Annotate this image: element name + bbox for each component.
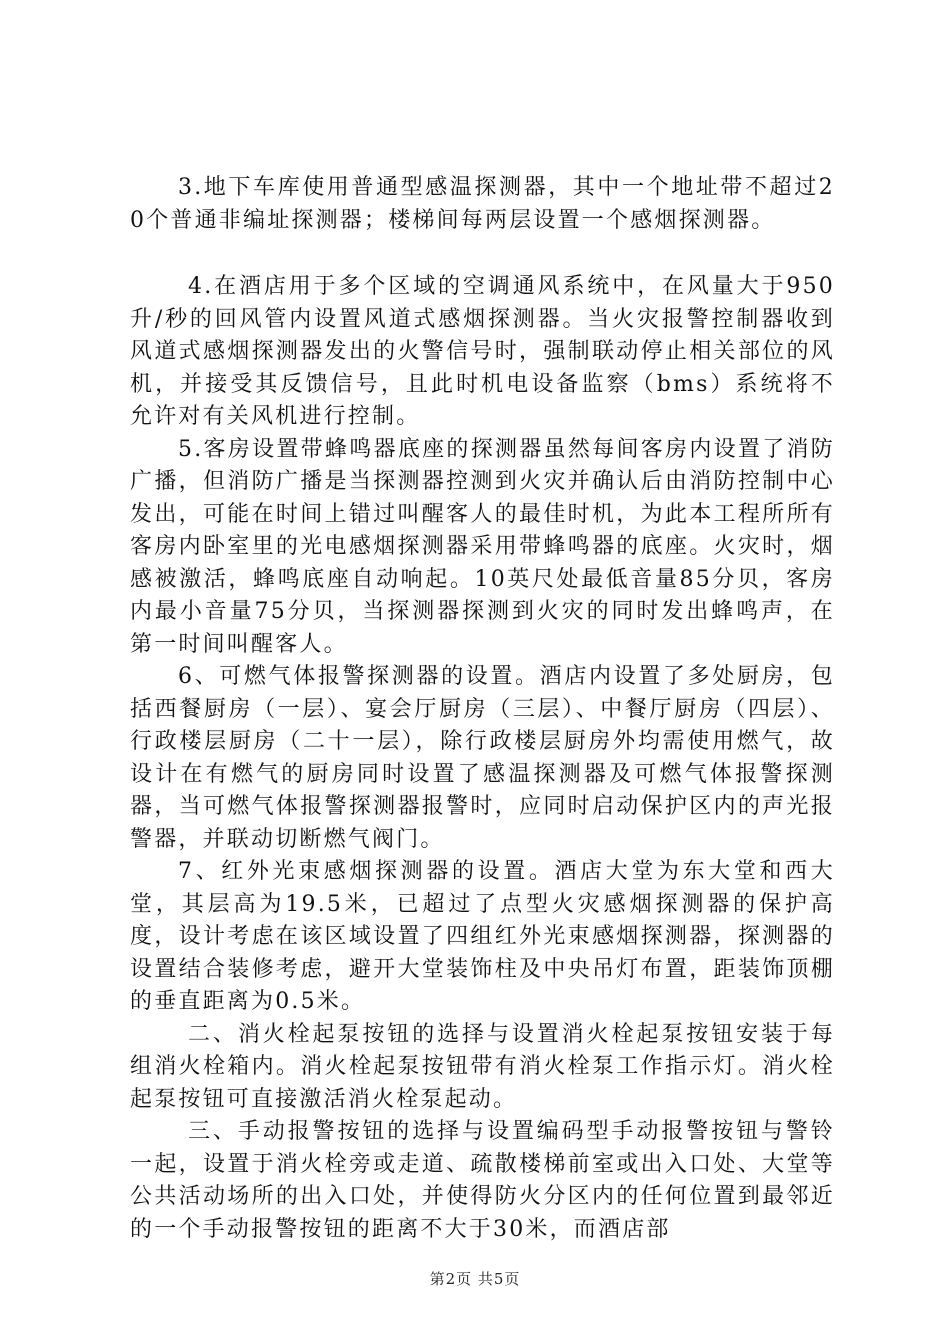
paragraph-garage-detectors: 3.地下车库使用普通型感温探测器，其中一个地址带不超过20个普通非编址探测器；楼梯间每两层设置一个感烟探测器。 bbox=[130, 175, 835, 233]
document-body bbox=[130, 172, 835, 1246]
page-number-footer: 第2页 共5页 bbox=[429, 1270, 521, 1288]
paragraph-gas-detectors: 6、可燃气体报警探测器的设置。酒店内设置了多处厨房，包括西餐厨房（一层）、宴会厅厨房（三层）、中餐厅厨房（四层）、行政楼层厨房（二十一层），除行政楼层厨房外均需使用燃气，故设计在有燃气的厨房同时设置了感温探测器及可燃气体报警探测器，当可燃气体报警探测器报警时，应同时启动保护区内的声光报警器，并联动切断燃气阀门。 bbox=[130, 664, 835, 852]
paragraph-duct-smoke-detectors: 4.在酒店用于多个区域的空调通风系统中，在风量大于950升/秒的回风管内设置风道式感烟探测器。当火灾报警控制器收到风道式感烟探测器发出的火警信号时，强制联动停止相关部位的风机，并接受其反馈信号，且此时机电设备监察（bms）系统将不允许对有关风机进行控制。 bbox=[130, 274, 835, 429]
paragraph-beam-smoke-detectors: 7、红外光束感烟探测器的设置。酒店大堂为东大堂和西大堂，其层高为19.5米，已超过了点型火灾感烟探测器的保护高度，设计考虑在该区域设置了四组红外光束感烟探测器，探测器的设置结合装修考虑，避开大堂装饰柱及中央吊灯布置，距装饰顶棚的垂直距离为0.5米。 bbox=[130, 859, 835, 1014]
paragraph-guestroom-buzzer-bases: 5.客房设置带蜂鸣器底座的探测器虽然每间客房内设置了消防广播，但消防广播是当探测器控测到火灾并确认后由消防控制中心发出，可能在时间上错过叫醒客人的最佳时机，为此本工程所所有客房内卧室里的光电感烟探测器采用带蜂鸣器的底座。火灾时，烟感被激活，蜂鸣底座自动响起。10英尺处最低音量85分贝，客房内最小音量75分贝，当探测器探测到火灾的同时发出蜂鸣声，在第一时间叫醒客人。 bbox=[130, 436, 835, 657]
paragraph-hydrant-pump-buttons: 二、消火栓起泵按钮的选择与设置消火栓起泵按钮安装于每组消火栓箱内。消火栓起泵按钮带有消火栓泵工作指示灯。消火栓起泵按钮可直接激活消火栓泵起动。 bbox=[130, 1021, 835, 1112]
paragraph-manual-alarm-buttons: 三、手动报警按钮的选择与设置编码型手动报警按钮与警铃一起，设置于消火栓旁或走道、疏散楼梯前室或出入口处、大堂等公共活动场所的出入口处，并使得防火分区内的任何位置到最邻近的一个手动报警按钮的距离不大于30米，而酒店部 bbox=[130, 1119, 835, 1242]
